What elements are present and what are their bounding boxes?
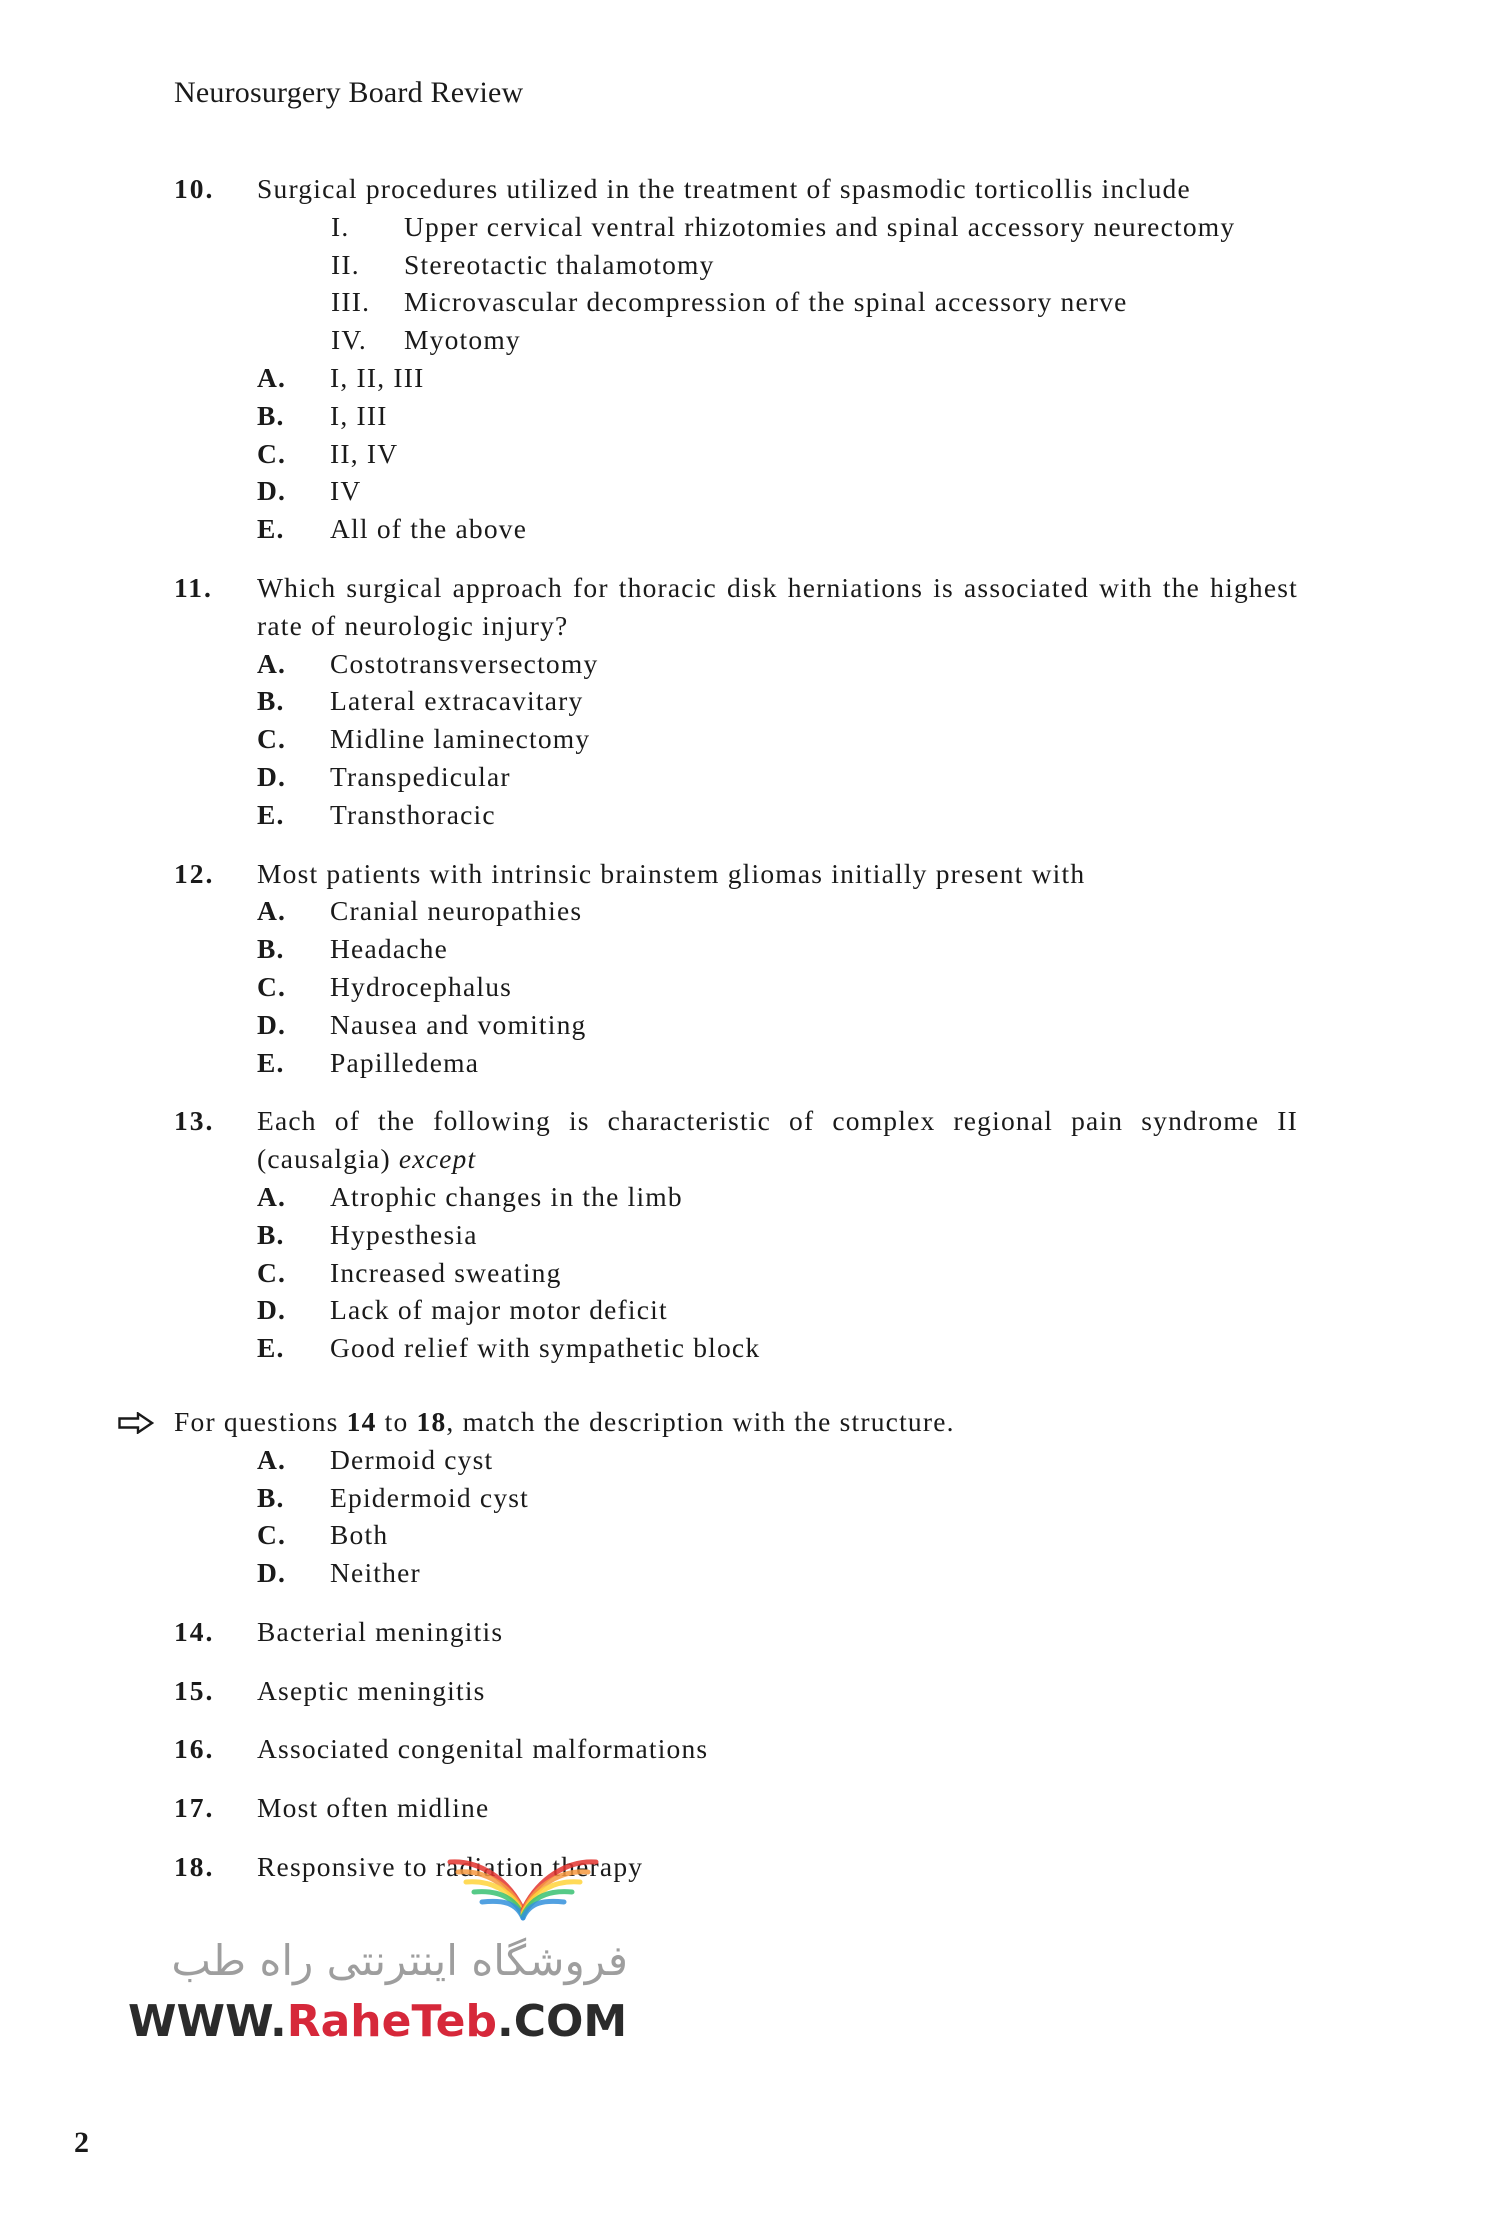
option-letter: A. [257, 895, 287, 927]
matching-choice [257, 1479, 1298, 1517]
roman-numeral: IV. [331, 324, 367, 356]
answer-option [257, 1254, 1298, 1292]
answer-option [257, 359, 1298, 397]
answer-option [257, 968, 1298, 1006]
roman-item [331, 208, 1298, 246]
url-brand: RaheTeb [286, 1996, 497, 2047]
matching-choice [257, 1516, 1298, 1554]
question-stem-text: Each of the following is characteristic of complex regional pain syndrome II (causalgia) [257, 1105, 1298, 1175]
matching-text [174, 1403, 1298, 1441]
question-stem: Responsive to radiation therapy [257, 1851, 644, 1883]
matching-prefix: For questions [174, 1405, 339, 1437]
answer-option [257, 1044, 1298, 1082]
roman-item [331, 321, 1298, 359]
option-letter: B. [257, 1218, 285, 1250]
option-text: Papilledema [330, 1046, 480, 1078]
question-12 [174, 855, 1298, 1082]
question-number: 10. [174, 173, 215, 204]
stem-emphasis: except [398, 1143, 477, 1175]
matching-choice [257, 1554, 1298, 1592]
question-stem: Surgical procedures utilized in the treatment of spasmodic torticollis include [257, 173, 1191, 204]
option-text: Increased sweating [330, 1256, 562, 1288]
question-stem: Most patients with intrinsic brainstem gliomas initially present with [257, 857, 1086, 889]
answer-option [257, 1291, 1298, 1329]
answer-options [257, 892, 1298, 1081]
answer-option [257, 472, 1298, 510]
option-text: Good relief with sympathetic block [330, 1332, 761, 1364]
matching-item-17 [174, 1789, 1298, 1827]
option-letter: B. [257, 685, 285, 717]
answer-option [257, 645, 1298, 683]
answer-option [257, 1216, 1298, 1254]
option-letter: C. [257, 1519, 287, 1551]
option-letter: A. [257, 1443, 287, 1475]
question-number: 12. [174, 857, 215, 889]
option-letter: D. [257, 1008, 287, 1040]
roman-text: Myotomy [404, 324, 521, 356]
option-letter: B. [257, 1481, 285, 1513]
answer-option [257, 796, 1298, 834]
roman-numeral: I. [331, 210, 350, 242]
option-text: I, II, III [330, 361, 425, 393]
question-10 [174, 170, 1298, 548]
option-letter: D. [257, 1294, 287, 1326]
question-number: 11. [174, 571, 213, 603]
option-letter: A. [257, 361, 287, 393]
option-letter: C. [257, 970, 287, 1002]
option-text: Headache [330, 933, 448, 965]
question-13 [174, 1102, 1298, 1367]
hollow-right-arrow-icon [118, 1412, 154, 1434]
question-number: 15. [174, 1674, 215, 1706]
option-letter: C. [257, 437, 287, 469]
option-text: Costotransversectomy [330, 647, 599, 679]
answer-option [257, 397, 1298, 435]
option-letter: E. [257, 798, 285, 830]
matching-item-15 [174, 1672, 1298, 1710]
roman-item [331, 283, 1298, 321]
option-text: Hypesthesia [330, 1218, 478, 1250]
roman-numeral: III. [331, 286, 371, 318]
question-stem: Associated congenital malformations [257, 1733, 709, 1765]
option-text: Epidermoid cyst [330, 1481, 530, 1513]
option-text: Dermoid cyst [330, 1443, 494, 1475]
option-text: I, III [330, 399, 388, 431]
option-text: Midline laminectomy [330, 723, 591, 755]
question-number: 16. [174, 1733, 215, 1765]
question-stem: Most often midline [257, 1792, 490, 1824]
answer-option [257, 1006, 1298, 1044]
option-letter: D. [257, 475, 287, 507]
answer-option [257, 1329, 1298, 1367]
answer-option [257, 930, 1298, 968]
range-end: 18 [416, 1405, 447, 1437]
matching-choices [257, 1441, 1298, 1592]
range-start: 14 [346, 1405, 377, 1437]
option-text: Transthoracic [330, 798, 496, 830]
option-text: Lack of major motor deficit [330, 1294, 668, 1326]
option-text: Atrophic changes in the limb [330, 1180, 683, 1212]
question-stem: Bacterial meningitis [257, 1615, 504, 1647]
answer-option [257, 682, 1298, 720]
answer-option [257, 892, 1298, 930]
matching-mid: to [384, 1405, 409, 1437]
roman-list [331, 208, 1298, 359]
roman-item [331, 246, 1298, 284]
roman-text: Stereotactic thalamotomy [404, 248, 715, 280]
answer-option [257, 435, 1298, 473]
option-text: Both [330, 1519, 389, 1551]
matching-suffix: , match the description with the structure. [446, 1405, 955, 1437]
question-content [174, 170, 1298, 1907]
option-letter: E. [257, 1332, 285, 1364]
question-number: 13. [174, 1105, 215, 1137]
option-letter: A. [257, 1180, 287, 1212]
answer-option [257, 758, 1298, 796]
option-text: IV [330, 475, 362, 507]
question-number: 14. [174, 1615, 215, 1647]
option-letter: B. [257, 399, 285, 431]
option-text: Nausea and vomiting [330, 1008, 587, 1040]
option-letter: A. [257, 647, 287, 679]
roman-text: Upper cervical ventral rhizotomies and spinal accessory neurectomy [404, 210, 1236, 242]
option-text: Transpedicular [330, 760, 511, 792]
option-text: Neither [330, 1557, 421, 1589]
option-letter: D. [257, 1557, 287, 1589]
option-letter: C. [257, 723, 287, 755]
answer-option [257, 510, 1298, 548]
answer-options [257, 359, 1298, 548]
matching-instructions [174, 1403, 1298, 1592]
option-letter: E. [257, 1046, 285, 1078]
question-stem: Aseptic meningitis [257, 1674, 486, 1706]
answer-options [257, 1178, 1298, 1367]
option-text: Lateral extracavitary [330, 685, 584, 717]
option-letter: E. [257, 513, 285, 545]
watermark-persian-text: فروشگاه اینترنتی راه طب [171, 1936, 628, 1985]
answer-option [257, 1178, 1298, 1216]
watermark-url [128, 1996, 627, 2047]
matching-item-16 [174, 1730, 1298, 1768]
matching-item-14 [174, 1613, 1298, 1651]
roman-numeral: II. [331, 248, 360, 280]
watermark [128, 1848, 628, 2048]
question-number: 18. [174, 1851, 215, 1883]
question-11 [174, 569, 1298, 834]
question-stem [257, 1102, 1298, 1178]
page-number: 2 [74, 2126, 89, 2159]
option-letter: D. [257, 760, 287, 792]
url-suffix: .COM [496, 1996, 628, 2047]
option-letter: C. [257, 1256, 287, 1288]
option-text: Cranial neuropathies [330, 895, 583, 927]
question-stem: Which surgical approach for thoracic disk herniations is associated with the highest rate of neurologic injury? [257, 571, 1298, 641]
option-text: All of the above [330, 513, 528, 545]
question-number: 17. [174, 1792, 215, 1824]
option-letter: B. [257, 933, 285, 965]
running-head: Neurosurgery Board Review [174, 76, 524, 109]
answer-options [257, 645, 1298, 834]
open-book-rainbow-logo [438, 1848, 608, 1938]
matching-choice [257, 1441, 1298, 1479]
option-text: Hydrocephalus [330, 970, 513, 1002]
answer-option [257, 720, 1298, 758]
roman-text: Microvascular decompression of the spinal accessory nerve [404, 286, 1128, 318]
url-prefix: WWW. [128, 1996, 287, 2047]
option-text: II, IV [330, 437, 399, 469]
